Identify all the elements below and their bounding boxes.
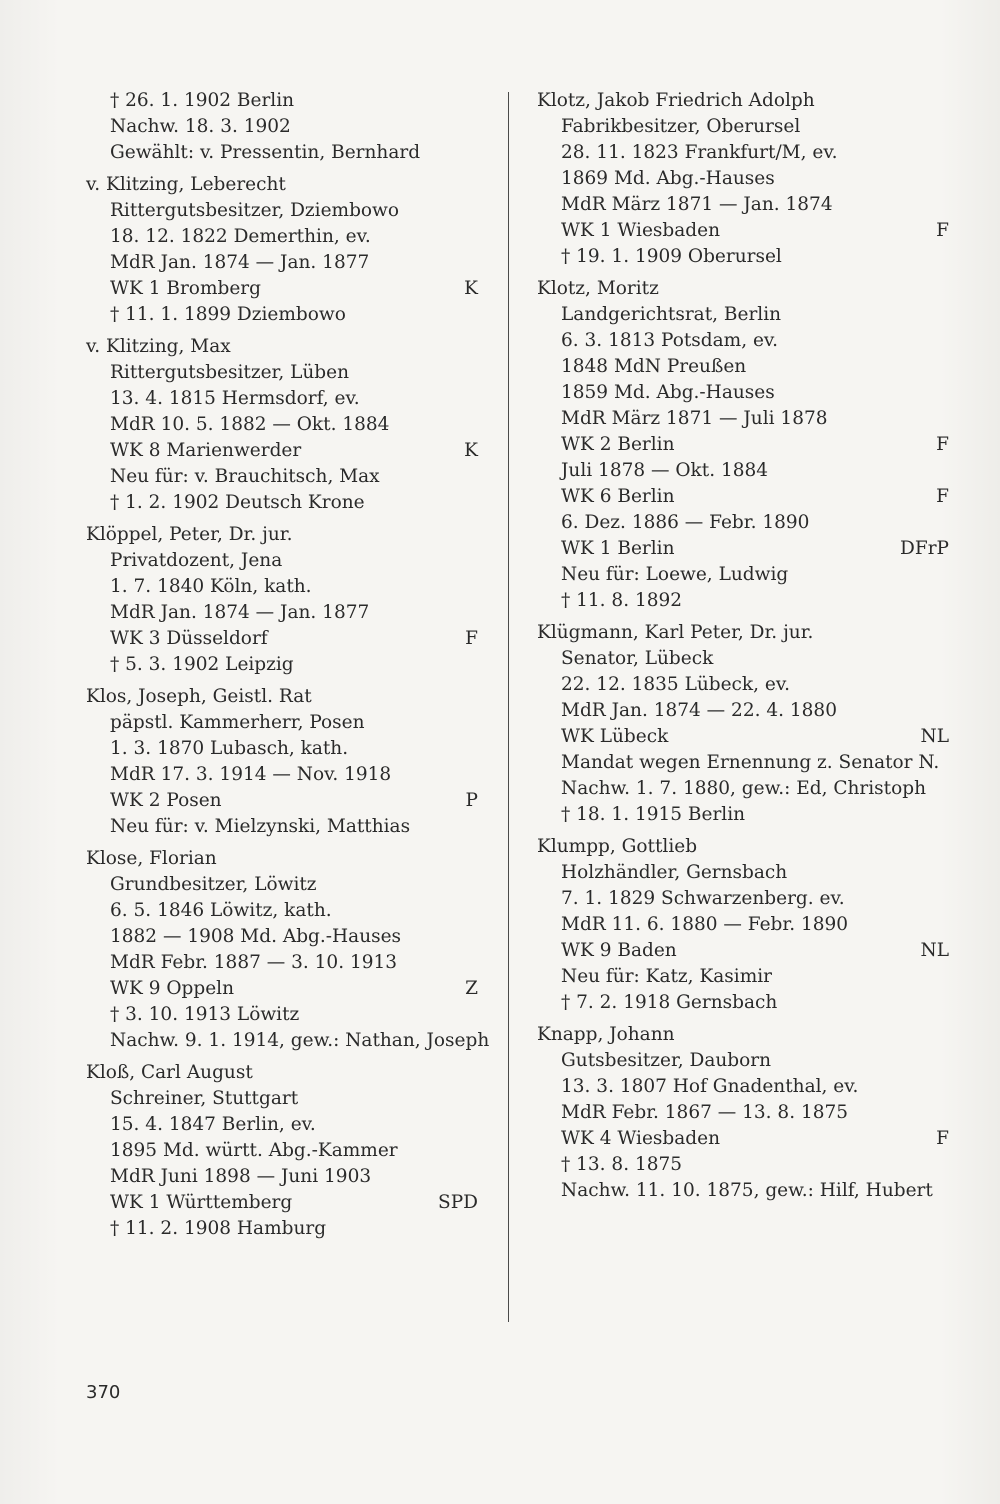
line-text: 13. 3. 1807 Hof Gnadenthal, ev. — [561, 1076, 859, 1097]
entry-line — [86, 872, 478, 898]
entry-line — [537, 1152, 949, 1178]
party-label: F — [936, 434, 949, 455]
line-text: † 19. 1. 1909 Oberursel — [561, 246, 782, 267]
entry-line — [86, 276, 478, 302]
right-column — [537, 88, 949, 1210]
entry-line — [86, 1002, 478, 1028]
biography-entry — [86, 684, 478, 840]
line-text: v. Klitzing, Leberecht — [86, 174, 286, 195]
line-text: WK 2 Berlin — [561, 434, 675, 455]
entry-name — [86, 522, 478, 548]
party-label: NL — [920, 940, 949, 961]
entry-line — [537, 776, 949, 802]
entry-line — [86, 626, 478, 652]
page-number: 370 — [86, 1382, 121, 1403]
biography-entry — [86, 88, 478, 166]
line-text: Landgerichtsrat, Berlin — [561, 304, 782, 325]
entry-line — [86, 438, 478, 464]
line-text: MdR Jan. 1874 — Jan. 1877 — [110, 602, 370, 623]
entry-line — [537, 724, 949, 750]
line-text: 13. 4. 1815 Hermsdorf, ev. — [110, 388, 360, 409]
entry-line — [86, 976, 478, 1002]
line-text: † 1. 2. 1902 Deutsch Krone — [110, 492, 365, 513]
line-text: 1882 — 1908 Md. Abg.-Hauses — [110, 926, 402, 947]
line-text: 15. 4. 1847 Berlin, ev. — [110, 1114, 316, 1135]
line-text: MdR Juni 1898 — Juni 1903 — [110, 1166, 372, 1187]
line-text: Klumpp, Gottlieb — [537, 836, 698, 857]
entry-line — [86, 412, 478, 438]
line-text: Knapp, Johann — [537, 1024, 675, 1045]
biography-entry — [86, 1060, 478, 1242]
line-text: Neu für: Loewe, Ludwig — [561, 564, 789, 585]
entry-line — [86, 1086, 478, 1112]
entry-line — [537, 406, 949, 432]
entry-line — [86, 386, 478, 412]
line-text: Klotz, Jakob Friedrich Adolph — [537, 90, 815, 111]
biography-entry — [86, 846, 490, 1054]
entry-line — [86, 198, 478, 224]
entry-line — [86, 360, 478, 386]
entry-line — [537, 244, 949, 270]
entry-line — [86, 1190, 478, 1216]
entry-name — [86, 172, 478, 198]
entry-line — [86, 788, 478, 814]
column-divider — [508, 92, 509, 1322]
line-text: WK 2 Posen — [110, 790, 222, 811]
line-text: Neu für: v. Brauchitsch, Max — [110, 466, 380, 487]
entry-line — [537, 536, 949, 562]
entry-line — [86, 950, 478, 976]
party-label: F — [936, 220, 949, 241]
entry-line — [537, 886, 949, 912]
line-text: MdR Jan. 1874 — Jan. 1877 — [110, 252, 370, 273]
entry-line — [537, 646, 949, 672]
entry-line — [537, 1100, 949, 1126]
entry-line — [86, 1138, 478, 1164]
line-text: Fabrikbesitzer, Oberursel — [561, 116, 801, 137]
line-text: 6. 3. 1813 Potsdam, ev. — [561, 330, 779, 351]
entry-line — [537, 484, 949, 510]
party-label: SPD — [438, 1192, 478, 1213]
line-text: † 7. 2. 1918 Gernsbach — [561, 992, 778, 1013]
entry-line — [86, 1112, 478, 1138]
entry-line — [86, 1164, 478, 1190]
party-label: Z — [465, 978, 478, 999]
line-text: WK 8 Marienwerder — [110, 440, 302, 461]
line-text: WK 1 Bromberg — [110, 278, 261, 299]
line-text: 1. 3. 1870 Lubasch, kath. — [110, 738, 349, 759]
biography-entry — [537, 834, 949, 1016]
party-label: F — [936, 486, 949, 507]
line-text: Juli 1878 — Okt. 1884 — [561, 460, 769, 481]
line-text: WK Lübeck — [561, 726, 669, 747]
entry-line — [537, 510, 949, 536]
line-text: MdR 11. 6. 1880 — Febr. 1890 — [561, 914, 849, 935]
entry-name — [86, 334, 478, 360]
entry-line — [86, 224, 478, 250]
entry-line — [537, 698, 949, 724]
biography-entry — [537, 88, 949, 270]
line-text: Schreiner, Stuttgart — [110, 1088, 299, 1109]
line-text: † 3. 10. 1913 Löwitz — [110, 1004, 300, 1025]
entry-line — [537, 140, 949, 166]
entry-name — [86, 846, 478, 872]
line-text: päpstl. Kammerherr, Posen — [110, 712, 365, 733]
entry-line — [537, 802, 949, 828]
line-text: 1. 7. 1840 Köln, kath. — [110, 576, 312, 597]
biography-entry — [537, 276, 949, 614]
line-text: 28. 11. 1823 Frankfurt/M, ev. — [561, 142, 838, 163]
entry-line — [537, 1126, 949, 1152]
line-text: MdR 17. 3. 1914 — Nov. 1918 — [110, 764, 392, 785]
line-text: WK 4 Wiesbaden — [561, 1128, 720, 1149]
line-text: MdR Jan. 1874 — 22. 4. 1880 — [561, 700, 837, 721]
entry-line — [86, 250, 478, 276]
line-text: 1869 Md. Abg.-Hauses — [561, 168, 775, 189]
entry-line — [86, 652, 478, 678]
biography-entry — [86, 334, 478, 516]
entry-name — [537, 88, 949, 114]
line-text: Klotz, Moritz — [537, 278, 659, 299]
line-text: MdR Febr. 1887 — 3. 10. 1913 — [110, 952, 398, 973]
line-text: Nachw. 11. 10. 1875, gew.: Hilf, Hubert — [561, 1180, 933, 1201]
entry-line — [86, 548, 478, 574]
entry-line — [537, 990, 949, 1016]
entry-line — [86, 736, 478, 762]
entry-name — [537, 276, 949, 302]
party-label: P — [465, 790, 478, 811]
biography-entry — [537, 1022, 949, 1204]
line-text: Nachw. 9. 1. 1914, gew.: Nathan, Joseph — [110, 1030, 490, 1051]
entry-line — [86, 710, 478, 736]
entry-name — [537, 834, 949, 860]
line-text: WK 1 Württemberg — [110, 1192, 293, 1213]
entry-line — [86, 924, 478, 950]
line-text: MdR Febr. 1867 — 13. 8. 1875 — [561, 1102, 849, 1123]
entry-line — [537, 192, 949, 218]
line-text: Neu für: Katz, Kasimir — [561, 966, 773, 987]
line-text: 1895 Md. württ. Abg.-Kammer — [110, 1140, 398, 1161]
entry-line — [86, 88, 478, 114]
line-text: † 5. 3. 1902 Leipzig — [110, 654, 294, 675]
line-text: Privatdozent, Jena — [110, 550, 283, 571]
line-text: WK 9 Baden — [561, 940, 677, 961]
entry-line — [537, 562, 949, 588]
line-text: 1848 MdN Preußen — [561, 356, 747, 377]
biography-entry — [537, 620, 949, 828]
line-text: MdR März 1871 — Juli 1878 — [561, 408, 828, 429]
entry-line — [537, 1178, 949, 1204]
entry-line — [86, 490, 478, 516]
line-text: Klos, Joseph, Geistl. Rat — [86, 686, 312, 707]
line-text: WK 1 Wiesbaden — [561, 220, 720, 241]
entry-line — [86, 574, 478, 600]
line-text: 7. 1. 1829 Schwarzenberg. ev. — [561, 888, 845, 909]
line-text: Mandat wegen Ernennung z. Senator N. — [561, 752, 940, 773]
entry-line — [537, 218, 949, 244]
entry-line — [537, 458, 949, 484]
party-label: NL — [920, 726, 949, 747]
line-text: Klose, Florian — [86, 848, 217, 869]
entry-line — [537, 328, 949, 354]
entry-line — [537, 912, 949, 938]
line-text: WK 6 Berlin — [561, 486, 675, 507]
line-text: WK 3 Düsseldorf — [110, 628, 268, 649]
line-text: 6. Dez. 1886 — Febr. 1890 — [561, 512, 810, 533]
entry-line — [537, 672, 949, 698]
entry-line — [86, 114, 478, 140]
entry-line — [537, 860, 949, 886]
left-column — [86, 88, 490, 1248]
party-label: F — [936, 1128, 949, 1149]
entry-line — [537, 432, 949, 458]
line-text: 6. 5. 1846 Löwitz, kath. — [110, 900, 332, 921]
entry-line — [537, 750, 949, 776]
entry-line — [86, 600, 478, 626]
party-label: F — [465, 628, 478, 649]
line-text: † 26. 1. 1902 Berlin — [110, 90, 295, 111]
line-text: Holzhändler, Gernsbach — [561, 862, 788, 883]
line-text: 18. 12. 1822 Demerthin, ev. — [110, 226, 371, 247]
line-text: Gutsbesitzer, Dauborn — [561, 1050, 772, 1071]
line-text: v. Klitzing, Max — [86, 336, 231, 357]
line-text: Rittergutsbesitzer, Dziembowo — [110, 200, 400, 221]
line-text: Klügmann, Karl Peter, Dr. jur. — [537, 622, 814, 643]
line-text: Grundbesitzer, Löwitz — [110, 874, 317, 895]
line-text: † 11. 8. 1892 — [561, 590, 683, 611]
entry-line — [537, 1074, 949, 1100]
entry-line — [86, 898, 478, 924]
entry-line — [537, 166, 949, 192]
entry-line — [537, 1048, 949, 1074]
line-text: Klöppel, Peter, Dr. jur. — [86, 524, 293, 545]
entry-line — [86, 140, 478, 166]
entry-line — [86, 464, 478, 490]
party-label: DFrP — [900, 538, 949, 559]
line-text: WK 9 Oppeln — [110, 978, 234, 999]
line-text: Nachw. 1. 7. 1880, gew.: Ed, Christoph — [561, 778, 926, 799]
line-text: Rittergutsbesitzer, Lüben — [110, 362, 350, 383]
entry-name — [86, 684, 478, 710]
entry-line — [537, 588, 949, 614]
entry-line — [537, 114, 949, 140]
line-text: MdR 10. 5. 1882 — Okt. 1884 — [110, 414, 390, 435]
line-text: 22. 12. 1835 Lübeck, ev. — [561, 674, 790, 695]
entry-line — [537, 380, 949, 406]
line-text: 1859 Md. Abg.-Hauses — [561, 382, 775, 403]
line-text: WK 1 Berlin — [561, 538, 675, 559]
line-text: † 13. 8. 1875 — [561, 1154, 683, 1175]
entry-name — [537, 1022, 949, 1048]
line-text: † 11. 1. 1899 Dziembowo — [110, 304, 346, 325]
line-text: Kloß, Carl August — [86, 1062, 253, 1083]
line-text: † 11. 2. 1908 Hamburg — [110, 1218, 327, 1239]
entry-line — [537, 302, 949, 328]
entry-line — [537, 938, 949, 964]
party-label: K — [464, 278, 478, 299]
line-text: Senator, Lübeck — [561, 648, 714, 669]
line-text: Neu für: v. Mielzynski, Matthias — [110, 816, 411, 837]
line-text: Gewählt: v. Pressentin, Bernhard — [110, 142, 421, 163]
biography-entry — [86, 522, 478, 678]
entry-line — [537, 964, 949, 990]
entry-line — [86, 814, 478, 840]
line-text: Nachw. 18. 3. 1902 — [110, 116, 291, 137]
entry-name — [86, 1060, 478, 1086]
entry-name — [537, 620, 949, 646]
entry-line — [86, 1216, 478, 1242]
line-text: † 18. 1. 1915 Berlin — [561, 804, 746, 825]
entry-line — [86, 302, 478, 328]
party-label: K — [464, 440, 478, 461]
entry-line — [86, 1028, 490, 1054]
biography-entry — [86, 172, 478, 328]
entry-line — [86, 762, 478, 788]
line-text: MdR März 1871 — Jan. 1874 — [561, 194, 833, 215]
entry-line — [537, 354, 949, 380]
